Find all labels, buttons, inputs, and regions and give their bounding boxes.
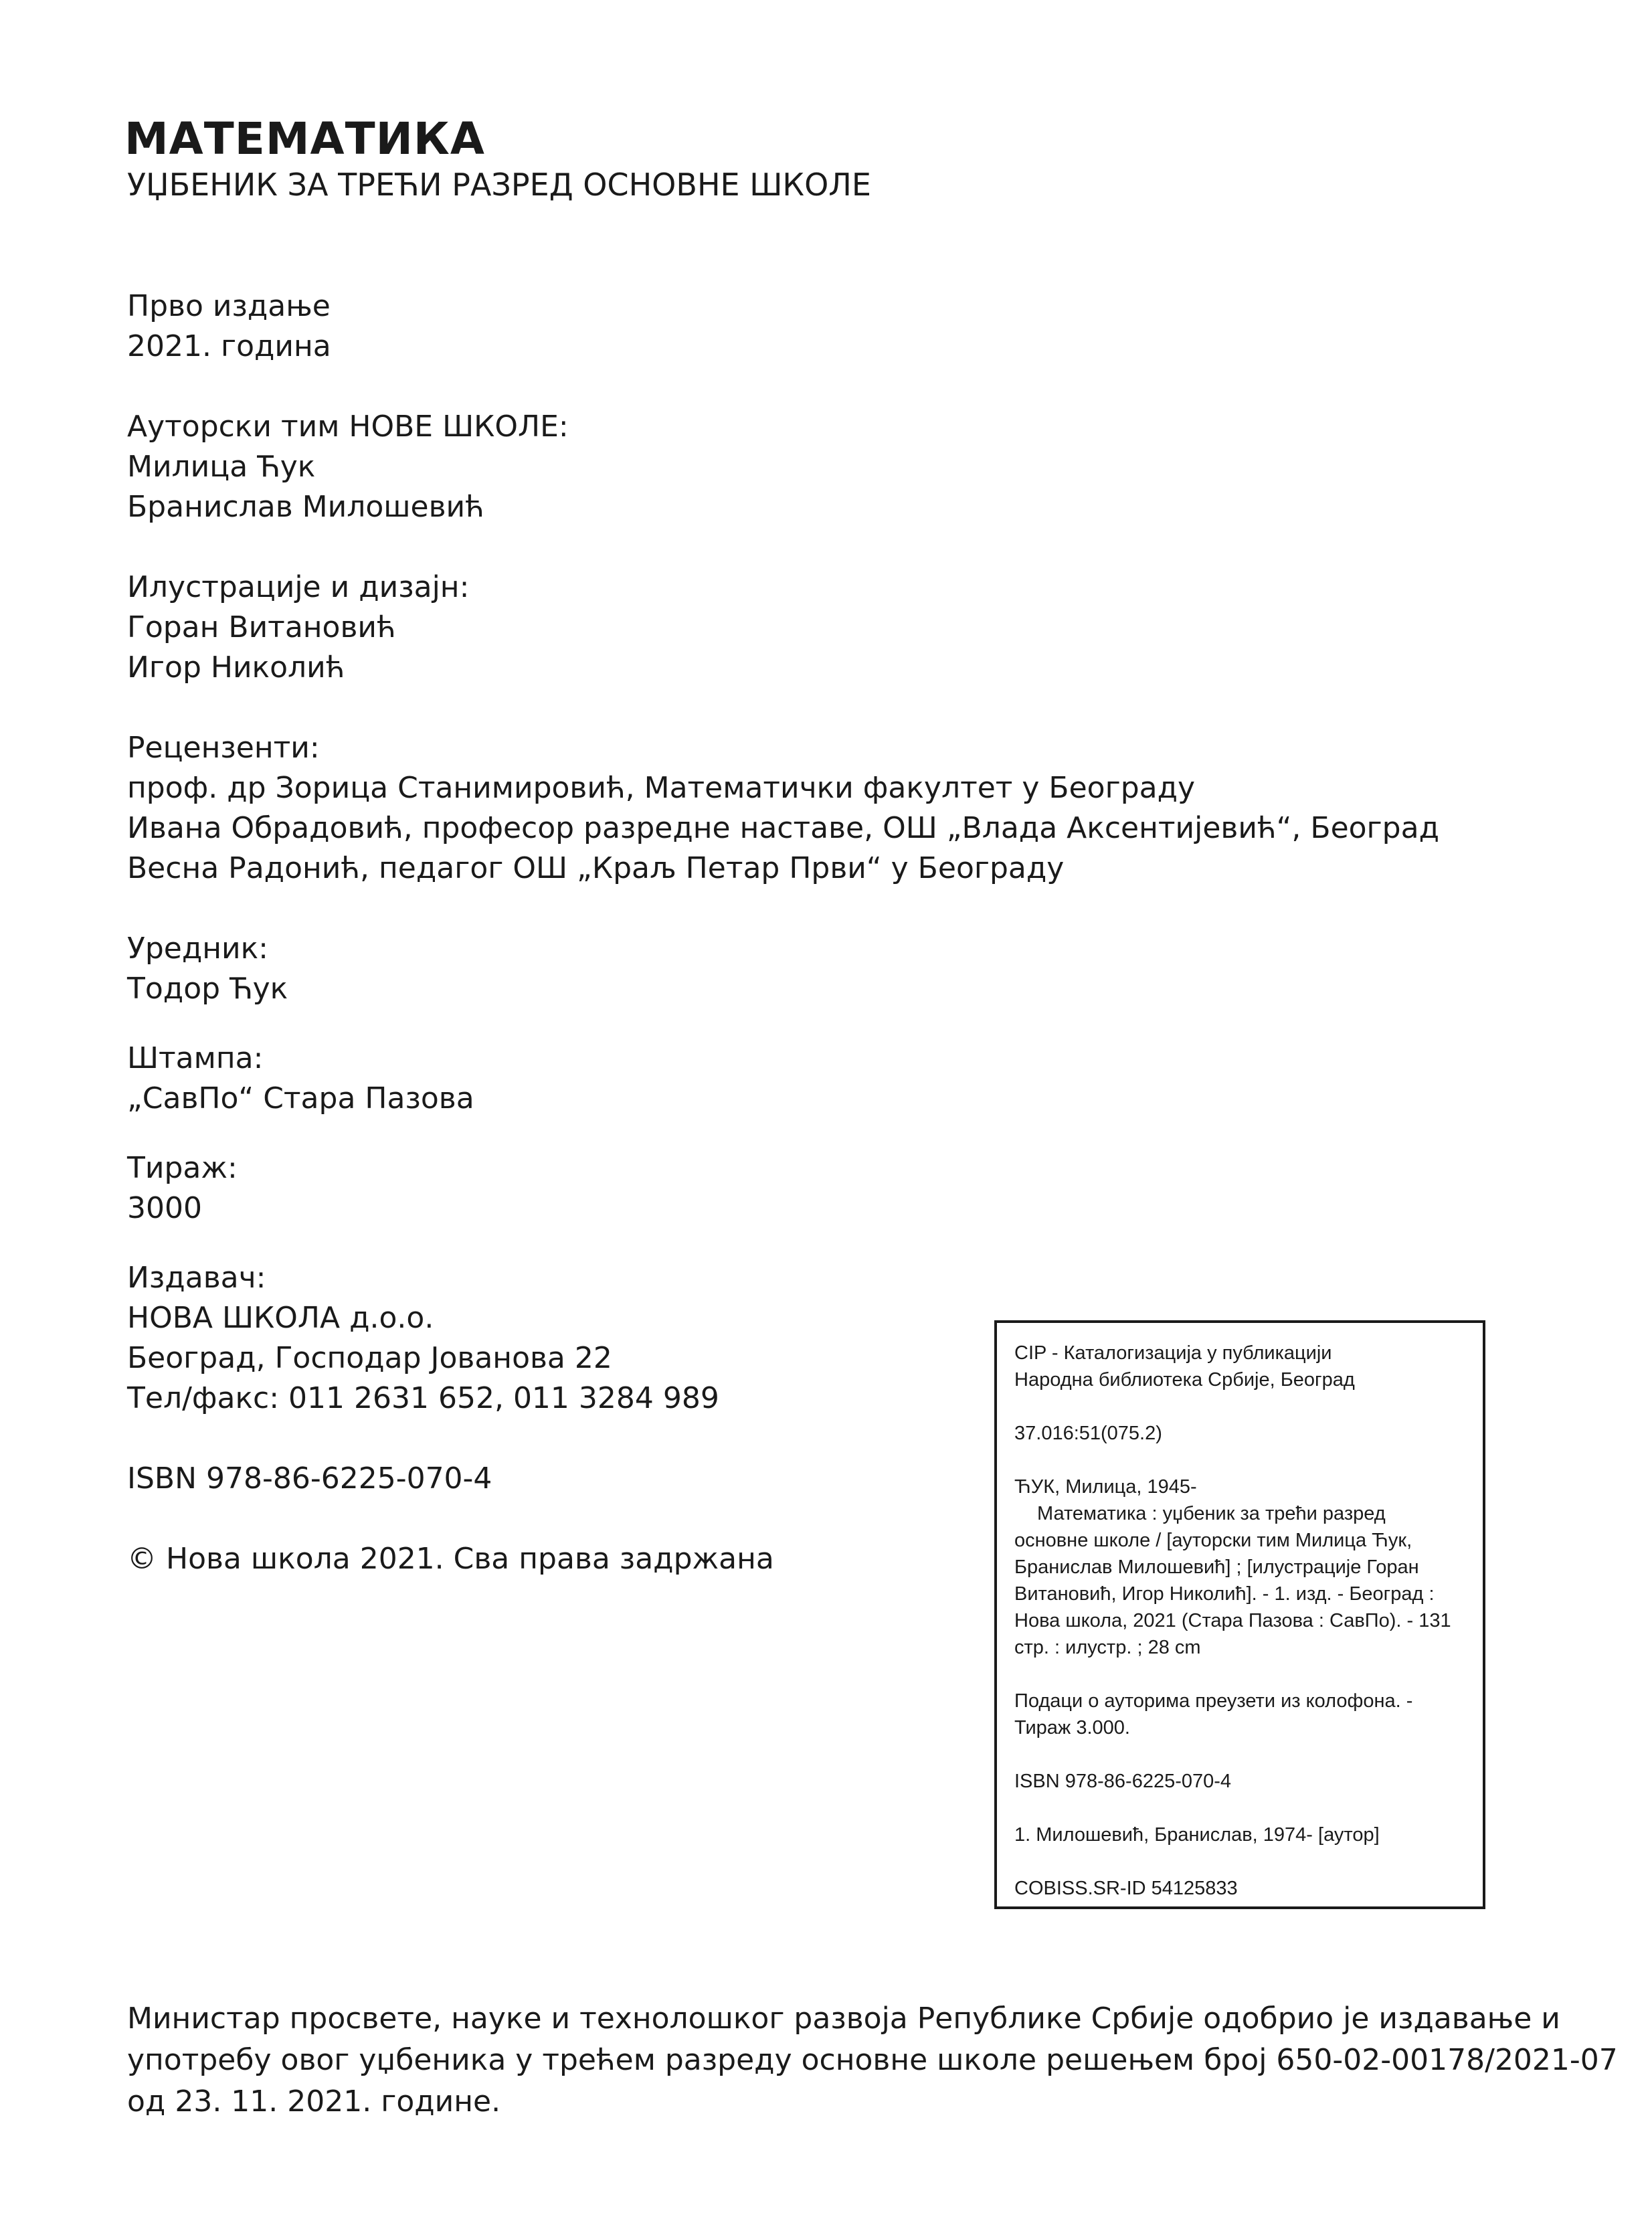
edition-label: Прво издање (127, 289, 331, 323)
printing-label: Штампа: (127, 1041, 264, 1075)
editor-label: Уредник: (127, 931, 268, 966)
page-title: МАТЕМАТИКА (124, 113, 485, 165)
illustrator-name: Игор Николић (127, 650, 345, 685)
reviewer-name: Весна Радонић, педагог ОШ „Краљ Петар Први“ у Београду (127, 851, 1065, 885)
cip-description-line: Витановић, Игор Николић]. - 1. изд. - Београд : (1014, 1583, 1435, 1605)
cip-notes-line: Подаци о ауторима преузети из колофона. - (1014, 1690, 1413, 1712)
cip-header-line: CIP - Каталогизација у публикацији (1014, 1342, 1332, 1364)
reviewer-name: Ивана Обрадовић, професор разредне наставе, ОШ „Влада Аксентијевић“, Београд (127, 811, 1439, 845)
cip-udc: 37.016:51(075.2) (1014, 1423, 1162, 1444)
cip-description-line: Математика : уџбеник за трећи разред (1037, 1503, 1386, 1524)
publisher-address: Београд, Господар Јованова 22 (127, 1341, 612, 1375)
author-name: Бранислав Милошевић (127, 490, 484, 524)
cip-isbn: ISBN 978-86-6225-070-4 (1014, 1771, 1232, 1792)
cip-description-line: стр. : илустр. ; 28 cm (1014, 1637, 1201, 1658)
cip-description-line: Бранислав Милошевић] ; [илустрације Горан (1014, 1556, 1419, 1578)
cip-description-line: Нова школа, 2021 (Стара Пазова : СавПо). - 131 (1014, 1610, 1451, 1631)
editor-section (127, 929, 1465, 1009)
cip-cobiss-id: COBISS.SR-ID 54125833 (1014, 1878, 1238, 1899)
approval-line: од 23. 11. 2021. године. (127, 2084, 501, 2119)
authors-label: Ауторски тим НОВЕ ШКОЛЕ: (127, 410, 569, 444)
illustrations-section (127, 567, 1465, 688)
illustrations-label: Илустрације и дизајн: (127, 570, 470, 604)
illustrator-name: Горан Витановић (127, 610, 396, 644)
reviewer-name: проф. др Зорица Станимировић, Математички факултет у Београду (127, 771, 1196, 805)
cip-added-entry: 1. Милошевић, Бранислав, 1974- [аутор] (1014, 1824, 1380, 1846)
cip-description-line: основне школе / [ауторски тим Милица Ћук, (1014, 1530, 1412, 1551)
publisher-phone: Тел/факс: 011 2631 652, 011 3284 989 (127, 1381, 719, 1415)
reviewers-label: Рецензенти: (127, 731, 320, 765)
cip-notes-line: Тираж 3.000. (1014, 1717, 1130, 1738)
approval-line: Министар просвете, науке и технолошког развоја Републике Србије одобрио је издавање и (127, 2001, 1560, 2036)
editor-name: Тодор Ћук (127, 972, 288, 1006)
isbn: ISBN 978-86-6225-070-4 (127, 1461, 492, 1496)
circulation-section (127, 1148, 1465, 1229)
page-subtitle: УЏБЕНИК ЗА ТРЕЋИ РАЗРЕД ОСНОВНЕ ШКОЛЕ (127, 167, 871, 203)
circulation-value: 3000 (127, 1191, 202, 1225)
author-name: Милица Ћук (127, 450, 316, 484)
edition-section (127, 286, 1465, 367)
cip-header-line: Народна библиотека Србије, Београд (1014, 1369, 1355, 1391)
printing-value: „СавПо“ Стара Пазова (127, 1081, 474, 1116)
publisher-label: Издавач: (127, 1261, 266, 1295)
cip-main-entry: ЋУК, Милица, 1945- (1014, 1476, 1197, 1498)
authors-section (127, 407, 1465, 527)
approval-line: употребу овог уџбеника у трећем разреду основне школе решењем број 650-02-00178/2021-07 (127, 2043, 1618, 2077)
ministry-approval-note (127, 1998, 1618, 2123)
copyright: © Нова школа 2021. Сва права задржана (127, 1542, 774, 1576)
publisher-name: НОВА ШКОЛА д.о.о. (127, 1301, 434, 1335)
printing-section (127, 1039, 1465, 1119)
edition-year: 2021. година (127, 329, 331, 363)
circulation-label: Тираж: (127, 1151, 238, 1185)
cip-record-box (994, 1320, 1485, 1909)
reviewers-section (127, 728, 1465, 889)
